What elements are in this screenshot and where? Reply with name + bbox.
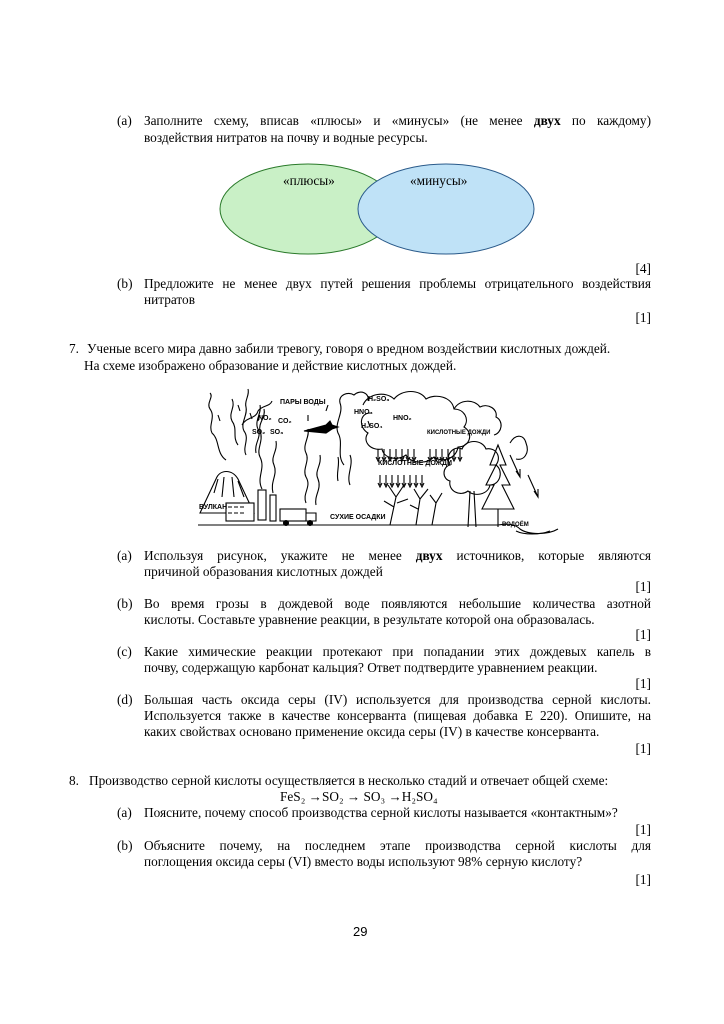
- q6a-line1-pre: Заполните схему, вписав «плюсы» и «минусы» (не менее: [144, 113, 523, 128]
- q7a-line1-post: источников, которые являются: [456, 548, 651, 563]
- q7a-line1: [144, 548, 651, 564]
- q7c-mark: [1]: [635, 676, 651, 691]
- label-vodoem: ВОДОЁМ: [502, 522, 529, 528]
- label-h2so4: H₂SO₄: [361, 423, 383, 430]
- q8b-line2: поглощения оксида серы (VI) вместо воды используют 98% серную кислоту?: [144, 854, 583, 869]
- q8-line1: Производство серной кислоты осуществляется в несколько стадий и отвечает общей схеме:: [89, 773, 609, 788]
- truck: [280, 509, 306, 521]
- venn-right-label: «минусы»: [410, 173, 468, 188]
- q7-line1: Ученые всего мира давно забили тревогу, говоря о вредном воздействии кислотных дождей.: [87, 341, 611, 356]
- q8a-mark: [1]: [635, 822, 651, 837]
- volcano-smoke: [209, 393, 226, 460]
- label-h2so3: H₂SO₃: [368, 396, 390, 403]
- label-no2: NO₂: [258, 415, 272, 422]
- q7a-bold-word: двух: [415, 548, 443, 563]
- label-so3: SO₃: [270, 429, 284, 436]
- label-so2: SO₂: [252, 429, 266, 436]
- factory-chimney: [258, 490, 266, 520]
- q7a-line2: причиной образования кислотных дождей: [144, 564, 383, 579]
- q6a-bold-word: двух: [533, 113, 561, 128]
- q7d-line2: Используется также в качестве консерванта (пищевая добавка Е 220). Опишите, на: [144, 708, 651, 723]
- airplane: [304, 421, 338, 433]
- q7d-line1: Большая часть оксида серы (IV) используется для производства серной кислоты.: [144, 692, 651, 707]
- q6b-line2: нитратов: [144, 292, 195, 307]
- q6a-label: (a): [117, 113, 132, 128]
- label-hno2: HNO₂: [393, 415, 412, 422]
- q6a-line1-post: по каждому): [571, 113, 651, 128]
- dead-tree: [384, 485, 408, 525]
- q7-number: 7.: [69, 341, 79, 356]
- q8b-line1: Объясните почему, на последнем этапе производства серной кислоты для: [144, 838, 651, 853]
- q7d-label: (d): [117, 692, 133, 707]
- q7d-mark: [1]: [635, 741, 651, 756]
- q8-scheme: FeS₂ →SO₂ → SO₃ →H₂SO₄: [280, 789, 438, 804]
- label-kisl-dozhdi-small: КИСЛОТНЫЕ ДОЖДИ: [427, 430, 491, 436]
- q7c-line1: Какие химические реакции протекают при попадании этих дождевых капель в: [144, 644, 651, 659]
- q6a-mark: [4]: [635, 261, 651, 276]
- q6a-line2: воздействия нитратов на почву и водные ресурсы.: [144, 130, 428, 145]
- label-hno3: HNO₃: [354, 409, 373, 416]
- venn-diagram: [218, 160, 538, 260]
- q7b-label: (b): [117, 596, 133, 611]
- label-vulkan: ВУЛКАН: [199, 504, 228, 511]
- q8a-line1: Поясните, почему способ производства серной кислоты называется «контактным»?: [144, 805, 618, 820]
- q7d-line3: каких свойствах основано применение оксида серы (IV) в качестве консерванта.: [144, 724, 600, 739]
- q7-line2: На схеме изображено образование и действие кислотных дождей.: [84, 358, 457, 373]
- q7a-label: (a): [117, 548, 132, 563]
- label-pary-vody: ПАРЫ ВОДЫ: [280, 399, 326, 406]
- q8b-label: (b): [117, 838, 133, 853]
- label-kisl-dozhdi: КИСЛОТНЫЕ ДОЖДИ: [378, 460, 453, 467]
- q7c-label: (c): [117, 644, 132, 659]
- q6b-label: (b): [117, 276, 133, 291]
- label-co2: CO₂: [278, 418, 292, 425]
- q7a-line1-pre: Используя рисунок, укажите не менее: [144, 548, 402, 563]
- deciduous-tree: [444, 442, 500, 495]
- q6a-line1: [144, 113, 651, 129]
- q7b-mark: [1]: [635, 627, 651, 642]
- q8a-label: (a): [117, 805, 132, 820]
- venn-left-label: «плюсы»: [283, 173, 335, 188]
- page-number: 29: [353, 924, 368, 939]
- q7b-line2: кислоты. Составьте уравнение реакции, в результате которой она образовалась.: [144, 612, 595, 627]
- q7b-line1: Во время грозы в дождевой воде появляются небольшие количества азотной: [144, 596, 651, 611]
- q6b-mark: [1]: [635, 310, 651, 325]
- q8-number: 8.: [69, 773, 79, 788]
- q6b-line1: Предложите не менее двух путей решения проблемы отрицательного воздействия: [144, 276, 651, 291]
- q7c-line2: почву, содержащую карбонат кальция? Ответ подтвердите уравнением реакции.: [144, 660, 598, 675]
- q7a-mark: [1]: [635, 579, 651, 594]
- label-sukhie-osadki: СУХИЕ ОСАДКИ: [330, 514, 386, 521]
- factory-building: [226, 503, 254, 521]
- q8b-mark: [1]: [635, 872, 651, 887]
